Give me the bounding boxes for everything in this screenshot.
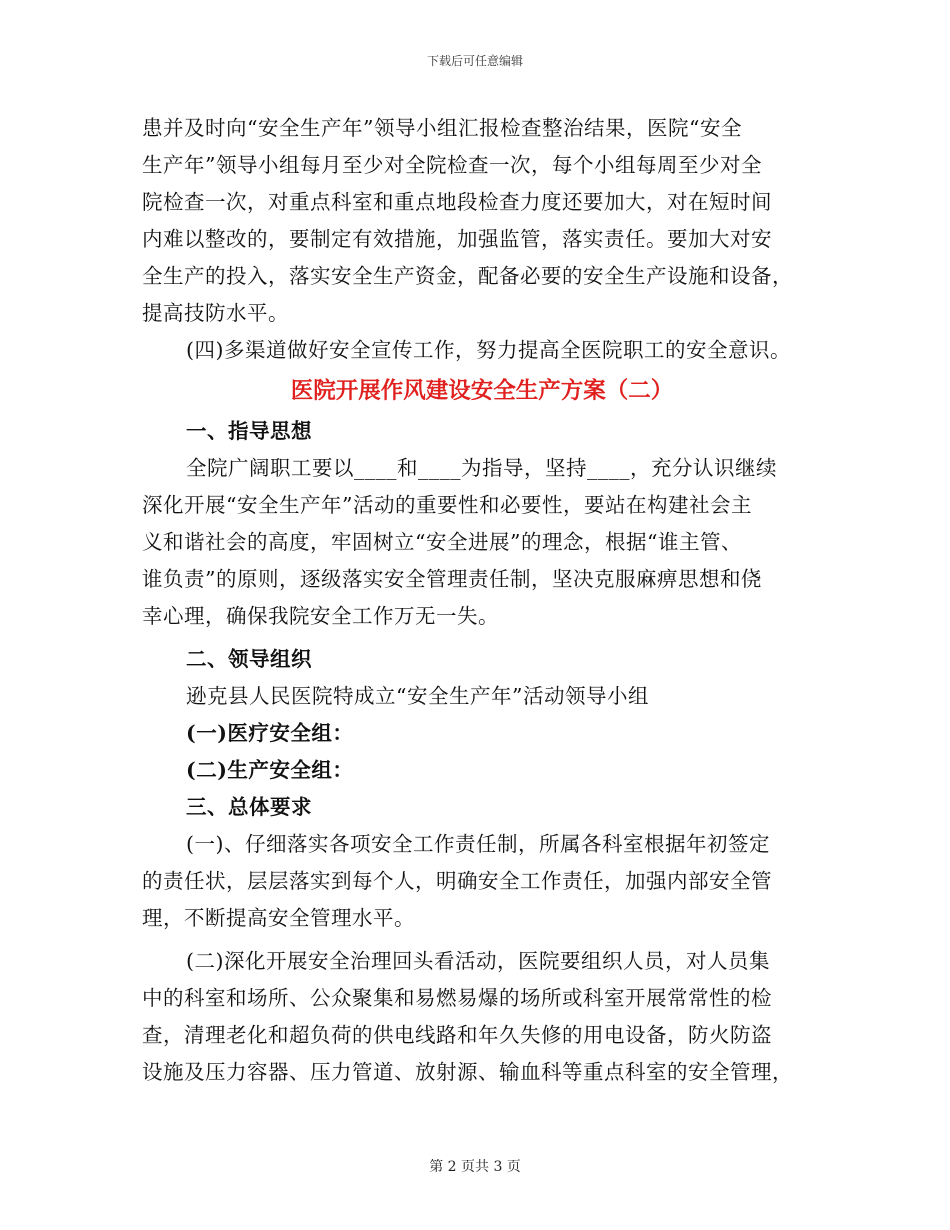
text-line: 提高技防水平。 (142, 301, 289, 325)
text-line: 中的科室和场所、公众聚集和易燃易爆的场所或科室开展常常性的检 (142, 986, 772, 1010)
text-line: (一)、仔细落实各项安全工作责任制，所属各科室根据年初签定 (186, 832, 770, 856)
text-line: 逊克县人民医院特成立“安全生产年”活动领导小组 (186, 684, 649, 708)
text-line: 生产年”领导小组每月至少对全院检查一次，每个小组每周至少对全 (142, 153, 762, 177)
text-line: 全院广阔职工要以____和____为指导，坚持____，充分认识继续 (186, 456, 777, 480)
group-heading: (一)医疗安全组： (186, 721, 354, 745)
group-heading: (二)生产安全组： (186, 758, 354, 782)
text-line: (四)多渠道做好安全宣传工作，努力提高全医院职工的安全意识。 (186, 338, 791, 362)
section-heading: 一、指导思想 (186, 419, 312, 443)
text-line: 院检查一次，对重点科室和重点地段检查力度还要加大，对在短时间 (142, 190, 772, 214)
page-header: 下载后可任意编辑 (426, 54, 523, 68)
text-line: 义和谐社会的高度，牢固树立“安全进展”的理念，根据“谁主管、 (142, 530, 742, 554)
text-line: 谁负责”的原则，逐级落实安全管理责任制，坚决克服麻痹思想和侥 (142, 567, 762, 591)
text-line: 内难以整改的，要制定有效措施，加强监管，落实责任。要加大对安 (142, 227, 772, 251)
text-line: 理，不断提高安全管理水平。 (142, 906, 415, 930)
text-line: 设施及压力容器、压力管道、放射源、输血科等重点科室的安全管理， (142, 1060, 793, 1084)
text-line: 患并及时向“安全生产年”领导小组汇报检查整治结果，医院“安全 (142, 116, 742, 140)
text-line: 的责任状，层层落实到每个人，明确安全工作责任，加强内部安全管 (142, 869, 772, 893)
text-line: 深化开展“安全生产年”活动的重要性和必要性，要站在构建社会主 (142, 493, 752, 517)
document-body (142, 110, 814, 1091)
text-line: 查，清理老化和超负荷的供电线路和年久失修的用电设备，防火防盗 (142, 1023, 772, 1047)
document-title: 医院开展作风建设安全生产方案（二） (290, 378, 674, 404)
section-heading: 二、领导组织 (186, 647, 312, 671)
text-line: 全生产的投入，落实安全生产资金，配备必要的安全生产设施和设备， (142, 264, 793, 288)
text-line: (二)深化开展安全治理回头看活动，医院要组织人员，对人员集 (186, 949, 770, 973)
text-line: 幸心理，确保我院安全工作万无一失。 (142, 604, 499, 628)
section-heading: 三、总体要求 (186, 795, 312, 819)
page-footer: 第 2 页共 3 页 (429, 1159, 521, 1175)
